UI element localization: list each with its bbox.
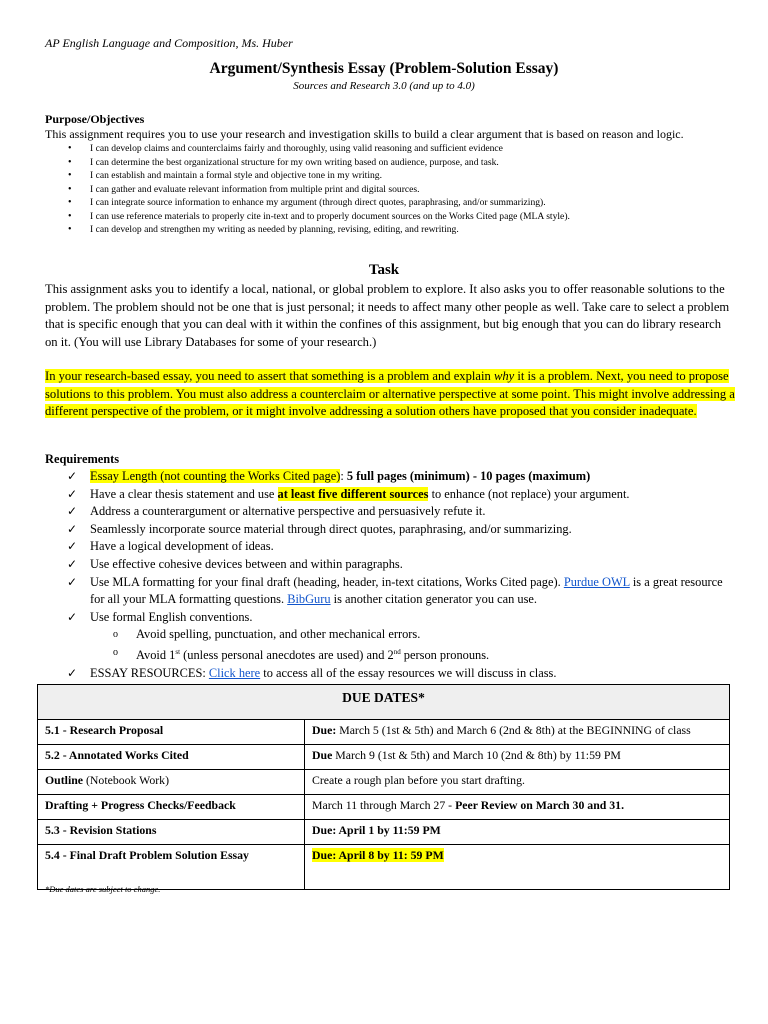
checkmark-icon: ✓ [67,504,78,519]
objective-item: • I can integrate source information to enhance my argument (through direct quotes, paraphrasing, and/or summarizing). [45,196,570,210]
requirement-item: ✓ Use MLA formatting for your final draft (heading, header, in-text citations, Works Cited page). Purdue OWL is a great resource for all your MLA formatting questions. BibGuru is another citation generator you can use. [67,574,723,607]
purpose-heading: Purpose/Objectives [45,112,145,126]
checkmark-icon: ✓ [67,609,78,624]
due-dates-note: *Due dates are subject to change. [45,884,161,894]
task-name: Outline [45,773,84,787]
table-row: 5.4 - Final Draft Problem Solution Essay Due: April 8 by 11: 59 PM [38,845,730,890]
requirement-item: ✓ Have a clear thesis statement and use at least five different sources to enhance (not replace) your argument. [45,486,735,504]
task-name: 5.4 - Final Draft Problem Solution Essay [45,848,249,862]
task-name: Drafting + Progress Checks/Feedback [45,798,236,812]
requirements-heading: Requirements [45,452,120,466]
checkmark-icon: ✓ [67,486,78,501]
requirement-item: ✓ ESSAY RESOURCES: Click here to access all of the essay resources we will discuss in class. [45,665,735,683]
requirement-item: ✓ Essay Length (not counting the Works Cited page): 5 full pages (minimum) - 10 pages (maximum) [45,468,735,486]
checkmark-icon: ✓ [67,574,78,589]
essay-resources-link[interactable]: Click here [208,665,261,680]
objective-item: • I can develop and strengthen my writing as needed by planning, revising, editing, and rewriting. [45,223,570,237]
purpose-intro: This assignment requires you to use your research and investigation skills to build a clear argument that is based on reason and logic. [45,127,684,141]
checkmark-icon: ✓ [67,665,78,680]
objectives-list [45,142,570,237]
objective-item: • I can use reference materials to properly cite in-text and to properly document sources on the Works Cited page (MLA style). [45,210,570,224]
task-name: 5.1 - Research Proposal [45,723,164,737]
table-row: 5.2 - Annotated Works Cited Due March 9 (1st & 5th) and March 10 (2nd & 8th) by 11:59 PM [38,745,730,770]
checkmark-icon: ✓ [67,521,78,536]
requirement-item: ✓ Seamlessly incorporate source material through direct quotes, paraphrasing, and/or summarizing. [45,521,735,539]
task-name: 5.3 - Revision Stations [45,823,157,837]
objective-item: • I can establish and maintain a formal style and objective tone in my writing. [45,169,570,183]
bibguru-link[interactable]: BibGuru [287,592,331,607]
checkmark-icon: ✓ [67,539,78,554]
requirement-item: ✓ Address a counterargument or alternative perspective and persuasively refute it. [45,503,735,521]
table-row: 5.1 - Research Proposal Due: March 5 (1st & 5th) and March 6 (2nd & 8th) at the BEGINNING of class [38,720,730,745]
purdue-owl-link[interactable]: Purdue OWL [563,574,630,589]
requirement-item: ✓ Have a logical development of ideas. [45,538,735,556]
task-heading: Task [368,262,400,278]
checkmark-icon: ✓ [67,556,78,571]
task-paragraph-2 [45,368,735,421]
document-title: Argument/Synthesis Essay (Problem-Solution Essay) [209,60,559,77]
course-line: AP English Language and Composition, Ms. Huber [45,36,293,50]
checkmark-icon: ✓ [67,469,78,483]
requirements-list [45,468,735,682]
objective-item: • I can develop claims and counterclaims fairly and thoroughly, using valid reasoning and sufficient evidence [45,142,570,156]
objective-item: • I can determine the best organizational structure for my own writing based on audience, purpose, and task. [45,156,570,170]
table-row: Outline (Notebook Work) Create a rough plan before you start drafting. [38,770,730,795]
circle-bullet-icon: o [113,646,118,658]
objective-item: • I can gather and evaluate relevant information from multiple print and digital sources. [45,183,570,197]
document-subtitle: Sources and Research 3.0 (and up to 4.0) [293,80,475,92]
sub-requirement-item: o Avoid spelling, punctuation, and other mechanical errors. [45,626,735,644]
table-row: Drafting + Progress Checks/Feedback March 11 through March 27 - Peer Review on March 30 and 31. [38,795,730,820]
requirement-item: ✓ Use effective cohesive devices between and within paragraphs. [45,556,735,574]
task-paragraph-1: This assignment asks you to identify a local, national, or global problem to explore. It also asks you to offer reasonable solutions to the problem. The problem should not be one that is just personal; it needs to affect many other people as well. Take care to select a problem that is specific enough that you can deal with it within the confines of this assignment, but big enough that you can do library research on it. (You will use Library Databases for some of your research.) [45,282,730,349]
due-dates-heading: DUE DATES* [38,685,730,720]
requirement-item: ✓ Use formal English conventions. [45,609,735,627]
table-row: 5.3 - Revision Stations Due: April 1 by 11:59 PM [38,820,730,845]
highlight-text: In your research-based essay, you need to assert that something is a problem and explain why it is a problem. Next, you need to propose solutions to this problem. You must also address a counterclaim or alternative perspective at some point. This might involve addressing a different perspective of the problem, or it might involve addressing a solution others have proposed that you consider inadequate. [45,369,735,418]
circle-bullet-icon: o [113,629,118,641]
due-dates-table [37,684,730,890]
sub-requirement-item: o Avoid 1st (unless personal anecdotes are used) and 2nd person pronouns. [45,644,735,665]
task-name: 5.2 - Annotated Works Cited [45,748,189,762]
